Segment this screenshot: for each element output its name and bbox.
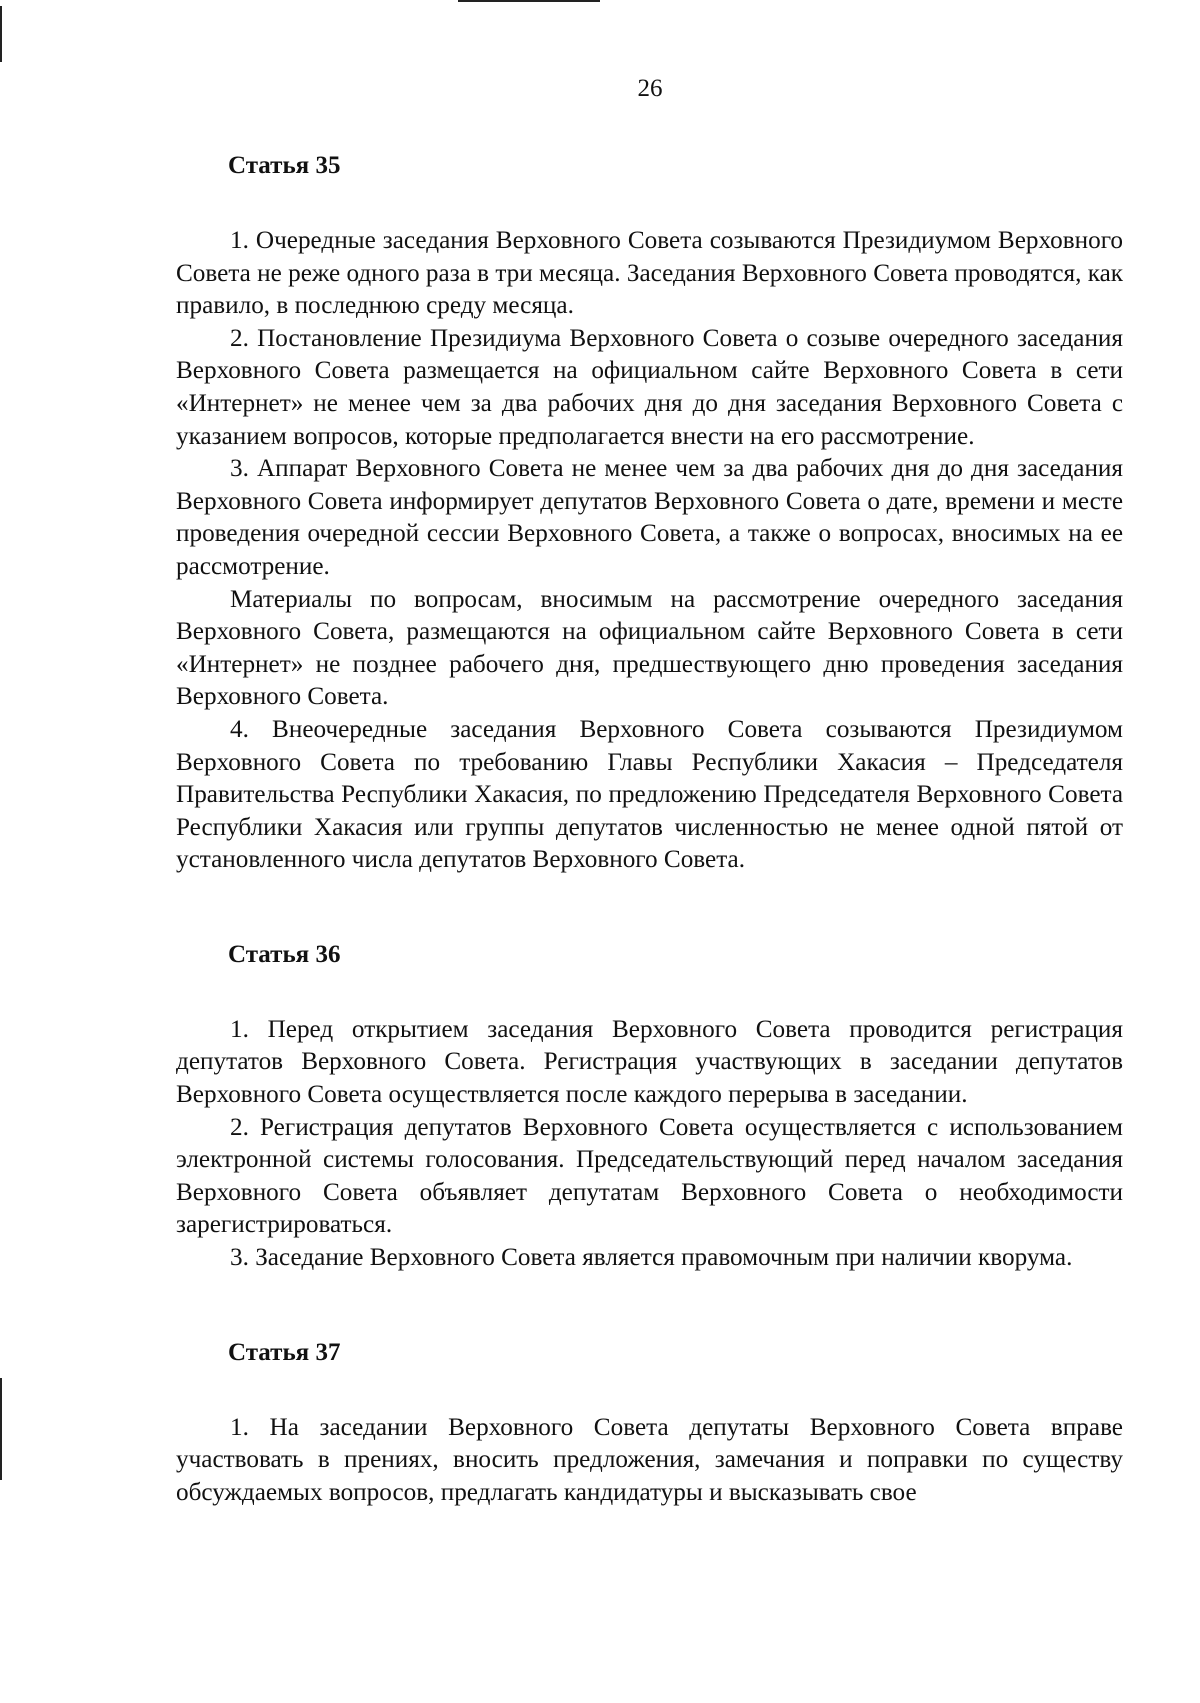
document-body [176,150,1123,1509]
article-paragraph: 1. На заседании Верховного Совета депутаты Верховного Совета вправе участвовать в прениях, вносить предложения, замечания и поправки по существу обсуждаемых вопросов, предлагать кандидатуры и высказывать свое [176,1413,1123,1506]
section-spacer [176,1275,1123,1337]
article-paragraph: Материалы по вопросам, вносимым на рассмотрение очередного заседания Верховного Совета, размещаются на официальном сайте Верховного Совета в сети «Интернет» не позднее рабочего дня, предшествующего дню проведения заседания Верховного Совета. [176,585,1123,711]
article-paragraph: 1. Перед открытием заседания Верховного Совета проводится регистрация депутатов Верховного Совета. Регистрация участвующих в заседании депутатов Верховного Совета осуществляется после каждого перерыва в заседании. [176,1015,1123,1109]
page-number: 26 [637,75,663,102]
scan-edge-mark-left-top [0,6,2,62]
article-title: Статья 35 [228,152,341,179]
article-37 [176,1337,1123,1510]
article-35 [176,150,1123,877]
scan-edge-mark-top [458,0,600,2]
scan-edge-mark-left-bottom [0,1378,2,1480]
article-36 [176,939,1123,1275]
article-paragraph: 1. Очередные заседания Верховного Совета созываются Президиумом Верховного Совета не реже одного раза в три месяца. Заседания Верховного Совета проводятся, как правило, в последнюю среду месяца. [176,227,1123,320]
article-title: Статья 36 [228,940,341,968]
article-paragraph: 3. Заседание Верховного Совета является правомочным при наличии кворума. [230,1244,1073,1272]
article-paragraph: 3. Аппарат Верховного Совета не менее чем за два рабочих дня до дня заседания Верховного Совета информирует депутатов Верховного Совета о дате, времени и месте проведения очередной сессии Верховного Совета, а также о вопросах, вносимых на ее рассмотрение. [176,455,1123,580]
article-paragraph: 2. Постановление Президиума Верховного Совета о созыве очередного заседания Верховного Совета размещается на официальном сайте Верховного Совета в сети «Интернет» не менее чем за два рабочих дня до дня заседания Верховного Совета с указанием вопросов, которые предполагается внести на его рассмотрение. [176,324,1123,450]
article-paragraph: 2. Регистрация депутатов Верховного Совета осуществляется с использованием электронной системы голосования. Председательствующий перед началом заседания Верховного Совета объявляет депутатам Верховного Совета о необходимости зарегистрироваться. [176,1113,1123,1239]
article-paragraph: 4. Внеочередные заседания Верховного Совета созываются Президиумом Верховного Совета по требованию Главы Республики Хакасия – Председателя Правительства Республики Хакасия, по предложению Председателя Верховного Совета Республики Хакасия или группы депутатов численностью не менее одной пятой от установленного числа депутатов Верховного Совета. [176,715,1123,874]
article-title: Статья 37 [228,1338,341,1366]
section-spacer [176,877,1123,939]
